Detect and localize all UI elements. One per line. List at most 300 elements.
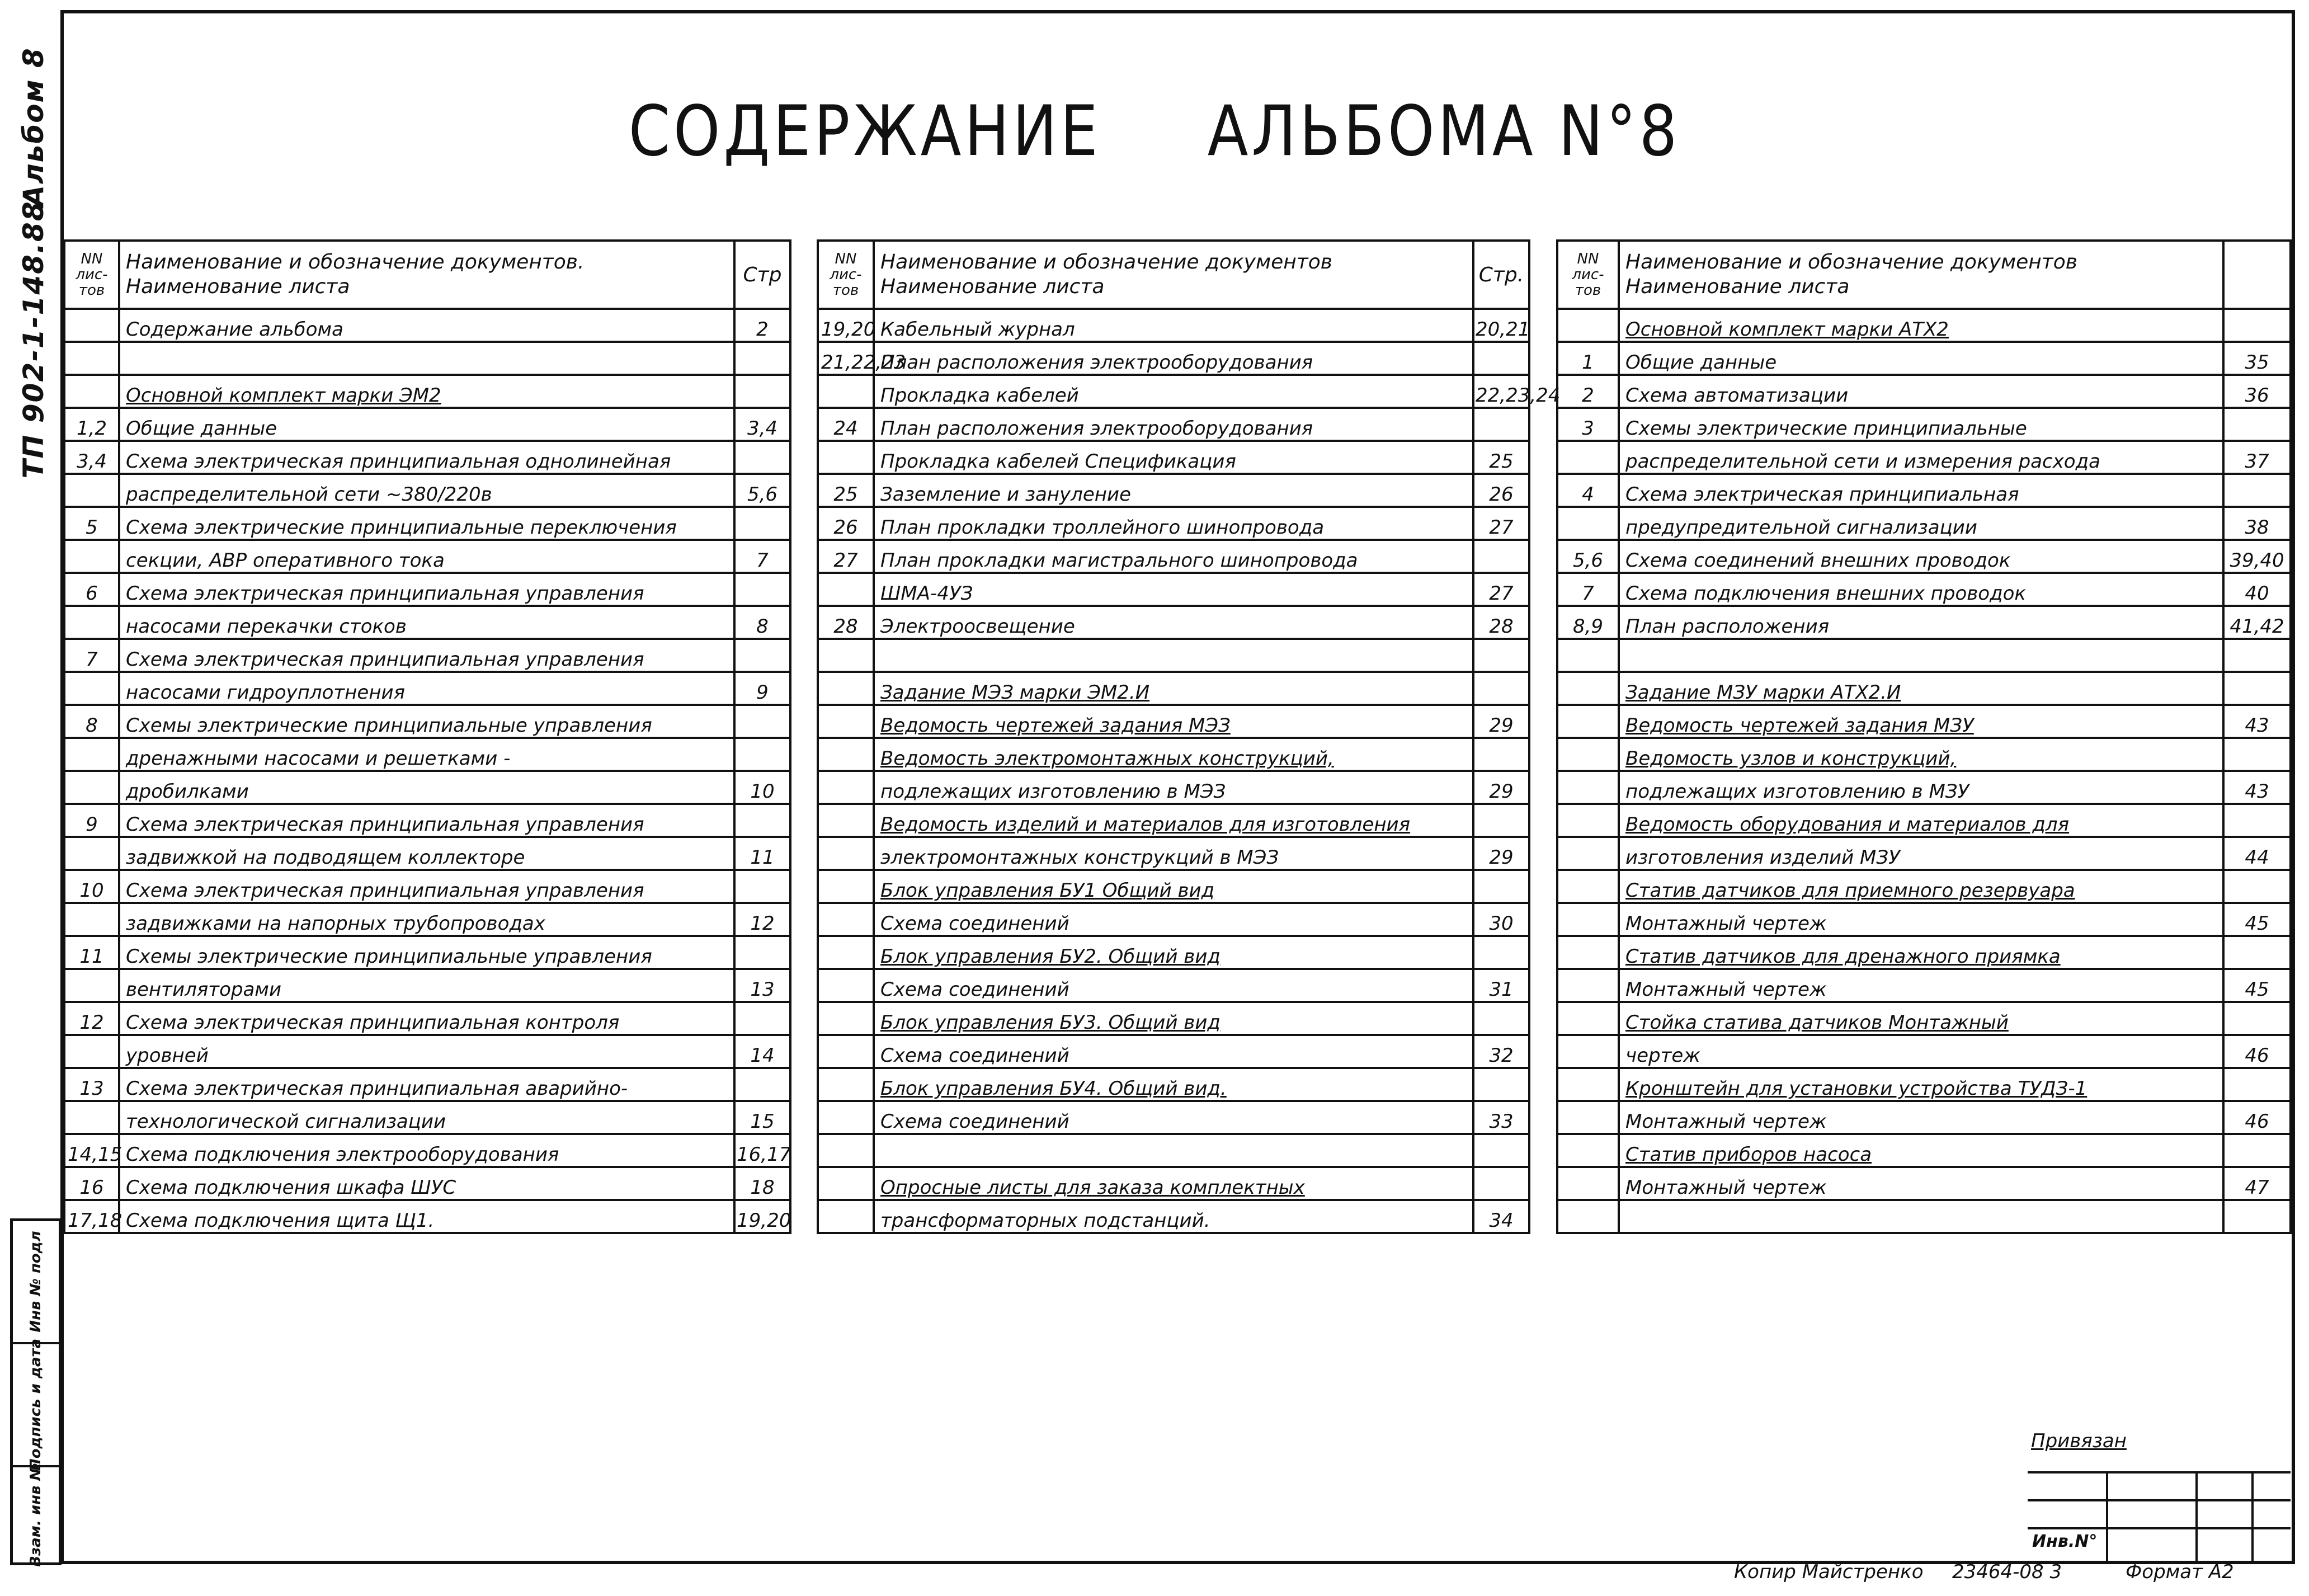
table-row <box>64 573 790 606</box>
album-label: Альбом 8 <box>17 47 50 207</box>
table-row <box>64 1101 790 1134</box>
sheet-name: вентиляторами <box>119 969 734 1002</box>
header-page: Стр. <box>1473 241 1529 309</box>
sheet-number <box>818 639 874 672</box>
table-row <box>1557 639 2291 672</box>
sheet-name: Задание МЭЗ марки ЭМ2.И <box>874 672 1473 705</box>
table-row <box>1557 969 2291 1002</box>
sheet-name: Монтажный чертеж <box>1619 903 2223 936</box>
sheet-number <box>64 672 119 705</box>
page-number <box>2223 1200 2291 1233</box>
sheet-name: Схема электрическая принципиальная <box>1619 474 2223 507</box>
sheet-number <box>818 573 874 606</box>
page-number: 22,23,24 <box>1473 375 1529 408</box>
sheet-name: Ведомость электромонтажных конструкций, <box>874 738 1473 771</box>
page-number <box>734 738 790 771</box>
sheet-name: Блок управления БУ4. Общий вид. <box>874 1068 1473 1101</box>
page-number: 5,6 <box>734 474 790 507</box>
header-page: Стр <box>734 241 790 309</box>
page-number <box>2223 936 2291 969</box>
table-row <box>818 408 1529 441</box>
page-number <box>734 705 790 738</box>
table-row <box>64 408 790 441</box>
sheet-name: задвижками на напорных трубопроводах <box>119 903 734 936</box>
footer-format: Формат А2 <box>2126 1561 2234 1583</box>
table-row <box>818 1035 1529 1068</box>
table-row <box>64 1068 790 1101</box>
sheet-number: 12 <box>64 1002 119 1035</box>
table-row <box>818 540 1529 573</box>
header-document-name: Наименование и обозначение документов Наименование листа <box>1619 241 2223 309</box>
table-row <box>64 342 790 375</box>
sheet-name: Статив приборов насоса <box>1619 1134 2223 1167</box>
sheet-name: распределительной сети ~380/220в <box>119 474 734 507</box>
sheet-name: Прокладка кабелей Спецификация <box>874 441 1473 474</box>
table-row <box>64 441 790 474</box>
sheet-name <box>119 342 734 375</box>
sheet-name: Схемы электрические принципиальные <box>1619 408 2223 441</box>
page-number <box>2223 639 2291 672</box>
footer-copied: Копир Майстренко <box>1734 1561 1924 1583</box>
table-row <box>818 837 1529 870</box>
sheet-name: Схема электрическая принципиальная управления <box>119 573 734 606</box>
sheet-name: Блок управления БУ3. Общий вид <box>874 1002 1473 1035</box>
sheet-number: 1,2 <box>64 408 119 441</box>
sheet-number <box>818 1200 874 1233</box>
sheet-number <box>64 903 119 936</box>
table-row <box>818 903 1529 936</box>
page-number <box>2223 408 2291 441</box>
table-row <box>64 474 790 507</box>
sheet-number <box>1557 738 1619 771</box>
sheet-number <box>1557 507 1619 540</box>
sheet-number <box>818 738 874 771</box>
page-number: 29 <box>1473 837 1529 870</box>
page-number <box>734 804 790 837</box>
sheet-name <box>874 639 1473 672</box>
page-number: 27 <box>1473 507 1529 540</box>
table-row <box>818 573 1529 606</box>
sheet-number: 27 <box>818 540 874 573</box>
table-row <box>818 441 1529 474</box>
page-number <box>2223 1134 2291 1167</box>
header-document-name: Наименование и обозначение документов Наименование листа <box>874 241 1473 309</box>
table-row <box>64 870 790 903</box>
table-row <box>1557 540 2291 573</box>
page-number: 37 <box>2223 441 2291 474</box>
page-number: 45 <box>2223 969 2291 1002</box>
page-number <box>1473 672 1529 705</box>
table-row <box>1557 1068 2291 1101</box>
sheet-name: чертеж <box>1619 1035 2223 1068</box>
page-number: 40 <box>2223 573 2291 606</box>
sheet-number: 28 <box>818 606 874 639</box>
page-number <box>734 342 790 375</box>
sheet-name: задвижкой на подводящем коллекторе <box>119 837 734 870</box>
sheet-number <box>1557 705 1619 738</box>
table-row <box>1557 1167 2291 1200</box>
table-row <box>1557 837 2291 870</box>
table-row <box>64 375 790 408</box>
table-row <box>818 309 1529 342</box>
page-number: 18 <box>734 1167 790 1200</box>
page-number <box>734 507 790 540</box>
table-row <box>1557 309 2291 342</box>
page-number <box>2223 672 2291 705</box>
table-row <box>64 969 790 1002</box>
table-row <box>818 1200 1529 1233</box>
table-row <box>1557 1035 2291 1068</box>
sheet-name: Кронштейн для установки устройства ТУДЗ-1 <box>1619 1068 2223 1101</box>
table-row <box>1557 705 2291 738</box>
table-row <box>818 606 1529 639</box>
table-row <box>64 1134 790 1167</box>
sheet-number <box>1557 936 1619 969</box>
sheet-name: дренажными насосами и решетками - <box>119 738 734 771</box>
page-number: 20,21 <box>1473 309 1529 342</box>
sheet-number: 14,15 <box>64 1134 119 1167</box>
sheet-number <box>64 606 119 639</box>
sheet-number <box>818 375 874 408</box>
stamp-cell-signature: Подпись и дата <box>13 1344 59 1467</box>
page-number: 14 <box>734 1035 790 1068</box>
sheet-name: Схема соединений <box>874 1035 1473 1068</box>
page-number: 9 <box>734 672 790 705</box>
table-row <box>1557 1134 2291 1167</box>
sheet-number <box>818 969 874 1002</box>
table-row <box>1557 408 2291 441</box>
sheet-name: План расположения электрооборудования <box>874 408 1473 441</box>
sheet-name: Статив датчиков для дренажного приямка <box>1619 936 2223 969</box>
sheet-name: Основной комплект марки ЭМ2 <box>119 375 734 408</box>
page-number <box>734 441 790 474</box>
page-number <box>2223 1002 2291 1035</box>
table-row <box>1557 1200 2291 1233</box>
sheet-number <box>1557 804 1619 837</box>
sheet-name: Общие данные <box>119 408 734 441</box>
page-number: 31 <box>1473 969 1529 1002</box>
contents-table-2 <box>817 239 1561 1234</box>
page-number <box>734 375 790 408</box>
sheet-number <box>1557 639 1619 672</box>
sheet-number <box>1557 771 1619 804</box>
table-row <box>64 1035 790 1068</box>
sheet-number <box>818 1101 874 1134</box>
sheet-number <box>64 969 119 1002</box>
table-row <box>818 705 1529 738</box>
page-number: 43 <box>2223 705 2291 738</box>
approval-block <box>2028 1426 2291 1561</box>
sheet-name: Схема электрическая принципиальная однолинейная <box>119 441 734 474</box>
sheet-number: 25 <box>818 474 874 507</box>
sheet-name: Задание МЗУ марки АТХ2.И <box>1619 672 2223 705</box>
sheet-name: Статив датчиков для приемного резервуара <box>1619 870 2223 903</box>
table-header <box>64 241 790 309</box>
sheet-number <box>64 738 119 771</box>
page-number: 13 <box>734 969 790 1002</box>
page-number: 33 <box>1473 1101 1529 1134</box>
sheet-name: Схема подключения электрооборудования <box>119 1134 734 1167</box>
sheet-name: Монтажный чертеж <box>1619 969 2223 1002</box>
footer-number: 23464-08 3 <box>1952 1561 2062 1583</box>
sheet-name: Ведомость чертежей задания МЗУ <box>1619 705 2223 738</box>
page-number: 28 <box>1473 606 1529 639</box>
sheet-name: Ведомость оборудования и материалов для <box>1619 804 2223 837</box>
table-row <box>64 804 790 837</box>
table-row <box>1557 375 2291 408</box>
sheet-number <box>64 771 119 804</box>
page-number <box>1473 408 1529 441</box>
page-number <box>2223 870 2291 903</box>
table-row <box>64 540 790 573</box>
table-row <box>818 672 1529 705</box>
sheet-name: насосами гидроуплотнения <box>119 672 734 705</box>
title-part-2: АЛЬБОМА N°8 <box>1207 90 1681 172</box>
contents-table-1 <box>63 239 791 1234</box>
page-number <box>1473 639 1529 672</box>
table-row <box>1557 441 2291 474</box>
sheet-name: насосами перекачки стоков <box>119 606 734 639</box>
page-number <box>734 1002 790 1035</box>
sheet-name: Схема соединений <box>874 1101 1473 1134</box>
sheet-name: Электроосвещение <box>874 606 1473 639</box>
sheet-number <box>1557 1134 1619 1167</box>
sheet-number: 26 <box>818 507 874 540</box>
page-number: 12 <box>734 903 790 936</box>
page-number: 15 <box>734 1101 790 1134</box>
table-row <box>64 705 790 738</box>
sheet-number: 1 <box>1557 342 1619 375</box>
sheet-name: Блок управления БУ2. Общий вид <box>874 936 1473 969</box>
sheet-name: секции, АВР оперативного тока <box>119 540 734 573</box>
sheet-number <box>818 903 874 936</box>
table-row <box>818 507 1529 540</box>
sheet-number: 17,18 <box>64 1200 119 1233</box>
sheet-number <box>1557 309 1619 342</box>
sheet-number: 10 <box>64 870 119 903</box>
header-page <box>2223 241 2291 309</box>
table-row <box>64 771 790 804</box>
page-number: 38 <box>2223 507 2291 540</box>
sheet-number: 3 <box>1557 408 1619 441</box>
page-number: 30 <box>1473 903 1529 936</box>
page-number <box>1473 540 1529 573</box>
table-row <box>1557 771 2291 804</box>
sheet-name: Схема электрическая принципиальная управления <box>119 870 734 903</box>
page-number: 39,40 <box>2223 540 2291 573</box>
page-number: 27 <box>1473 573 1529 606</box>
document-code: ТП 902-1-148.88 <box>17 200 50 479</box>
sheet-number <box>64 474 119 507</box>
sheet-name <box>874 1134 1473 1167</box>
sheet-number <box>64 1101 119 1134</box>
page-number: 43 <box>2223 771 2291 804</box>
sheet-number: 7 <box>64 639 119 672</box>
header-sheet-number: NN лис- тов <box>818 241 874 309</box>
sheet-number <box>1557 837 1619 870</box>
table-row <box>818 1134 1529 1167</box>
table-header <box>1557 241 2291 309</box>
sheet-number <box>818 837 874 870</box>
header-sheet-number: NN лис- тов <box>1557 241 1619 309</box>
table-row <box>1557 936 2291 969</box>
sheet-number <box>1557 1068 1619 1101</box>
page-number: 44 <box>2223 837 2291 870</box>
contents-table-3 <box>1556 239 2292 1234</box>
sheet-name: Схема электрические принципиальные переключения <box>119 507 734 540</box>
table-row <box>64 1002 790 1035</box>
left-stamp <box>10 1218 62 1565</box>
sheet-name: подлежащих изготовлению в МЗУ <box>1619 771 2223 804</box>
table-row <box>1557 672 2291 705</box>
table-row <box>1557 903 2291 936</box>
sheet-name: ШМА-4УЗ <box>874 573 1473 606</box>
sheet-name: План расположения электрооборудования <box>874 342 1473 375</box>
title-part-1: СОДЕРЖАНИЕ <box>628 90 1101 172</box>
sheet-number <box>818 1167 874 1200</box>
table-row <box>64 606 790 639</box>
sheet-name: Схема электрическая принципиальная аварийно- <box>119 1068 734 1101</box>
sheet-name: План прокладки троллейного шинопровода <box>874 507 1473 540</box>
sheet-number: 11 <box>64 936 119 969</box>
sheet-name: Схема соединений <box>874 969 1473 1002</box>
sheet-name: технологической сигнализации <box>119 1101 734 1134</box>
sheet-name: Заземление и зануление <box>874 474 1473 507</box>
page-number: 3,4 <box>734 408 790 441</box>
sheet-name: Ведомость изделий и материалов для изготовления <box>874 804 1473 837</box>
table-row <box>818 1101 1529 1134</box>
table-row <box>64 738 790 771</box>
page-number: 36 <box>2223 375 2291 408</box>
table-row <box>64 837 790 870</box>
page-number: 29 <box>1473 771 1529 804</box>
page-number <box>734 870 790 903</box>
sheet-name: Схема электрическая принципиальная управления <box>119 639 734 672</box>
table-row <box>818 804 1529 837</box>
sheet-number <box>1557 870 1619 903</box>
sheet-number <box>64 1035 119 1068</box>
table-row <box>1557 606 2291 639</box>
sheet-name: Ведомость чертежей задания МЭЗ <box>874 705 1473 738</box>
page-number: 8 <box>734 606 790 639</box>
page-number <box>1473 936 1529 969</box>
table-row <box>818 474 1529 507</box>
table-row <box>818 1068 1529 1101</box>
table-row <box>1557 804 2291 837</box>
sheet-name: дробилками <box>119 771 734 804</box>
sheet-number: 6 <box>64 573 119 606</box>
sheet-number <box>1557 903 1619 936</box>
sheet-name: предупредительной сигнализации <box>1619 507 2223 540</box>
sheet-number: 7 <box>1557 573 1619 606</box>
table-row <box>1557 507 2291 540</box>
sheet-number <box>64 540 119 573</box>
page-number <box>734 573 790 606</box>
table-row <box>1557 573 2291 606</box>
sheet-name: Схема соединений <box>874 903 1473 936</box>
sheet-number: 8 <box>64 705 119 738</box>
sheet-name: Монтажный чертеж <box>1619 1101 2223 1134</box>
sheet-name: План расположения <box>1619 606 2223 639</box>
sheet-number <box>64 342 119 375</box>
sheet-number <box>64 837 119 870</box>
table-row <box>64 1167 790 1200</box>
page-number <box>2223 1068 2291 1101</box>
page-number: 34 <box>1473 1200 1529 1233</box>
table-row <box>64 309 790 342</box>
sheet-number: 8,9 <box>1557 606 1619 639</box>
page-number: 46 <box>2223 1101 2291 1134</box>
sheet-name: Опросные листы для заказа комплектных <box>874 1167 1473 1200</box>
page-number: 11 <box>734 837 790 870</box>
sheet-name <box>1619 639 2223 672</box>
page-number <box>734 936 790 969</box>
sheet-number: 3,4 <box>64 441 119 474</box>
page-number: 35 <box>2223 342 2291 375</box>
sheet-number <box>818 672 874 705</box>
sheet-name: Схема подключения шкафа ШУС <box>119 1167 734 1200</box>
sheet-name: Ведомость узлов и конструкций, <box>1619 738 2223 771</box>
page-number <box>1473 1167 1529 1200</box>
sheet-number <box>1557 969 1619 1002</box>
table-row <box>64 936 790 969</box>
sheet-number <box>1557 1035 1619 1068</box>
sheet-name: Схема подключения щита Щ1. <box>119 1200 734 1233</box>
header-sheet-number: NN лис- тов <box>64 241 119 309</box>
table-row <box>1557 1101 2291 1134</box>
page-number: 32 <box>1473 1035 1529 1068</box>
table-row <box>1557 870 2291 903</box>
page-number: 25 <box>1473 441 1529 474</box>
inventory-number-label: Инв.N° <box>2032 1532 2098 1551</box>
page-number: 16,17 <box>734 1134 790 1167</box>
page-number <box>2223 474 2291 507</box>
stamp-cell-inv: Инв № подл <box>13 1221 59 1344</box>
sheet-number: 19,20 <box>818 309 874 342</box>
sheet-number <box>1557 1200 1619 1233</box>
sheet-name: Стойка статива датчиков Монтажный <box>1619 1002 2223 1035</box>
page-number <box>1473 342 1529 375</box>
table-row <box>64 672 790 705</box>
sheet-name: Кабельный журнал <box>874 309 1473 342</box>
table-header <box>818 241 1529 309</box>
page-number <box>2223 309 2291 342</box>
table-row <box>1557 474 2291 507</box>
page-number <box>1473 1134 1529 1167</box>
table-row <box>818 1167 1529 1200</box>
table-row <box>64 903 790 936</box>
sheet-name: Основной комплект марки АТХ2 <box>1619 309 2223 342</box>
sheet-name: Схема автоматизации <box>1619 375 2223 408</box>
sheet-name: Общие данные <box>1619 342 2223 375</box>
page-number <box>1473 1068 1529 1101</box>
sheet-number <box>818 870 874 903</box>
sheet-name: изготовления изделий МЗУ <box>1619 837 2223 870</box>
sheet-number <box>64 375 119 408</box>
sheet-number <box>1557 1002 1619 1035</box>
sheet-number: 9 <box>64 804 119 837</box>
sheet-name: трансформаторных подстанций. <box>874 1200 1473 1233</box>
sheet-name <box>1619 1200 2223 1233</box>
page-number: 41,42 <box>2223 606 2291 639</box>
page-number <box>734 1068 790 1101</box>
sheet-name: электромонтажных конструкций в МЭЗ <box>874 837 1473 870</box>
table-row <box>818 771 1529 804</box>
sheet-name: Содержание альбома <box>119 309 734 342</box>
sheet-number <box>818 804 874 837</box>
page-number <box>2223 804 2291 837</box>
sheet-name: Схема подключения внешних проводок <box>1619 573 2223 606</box>
